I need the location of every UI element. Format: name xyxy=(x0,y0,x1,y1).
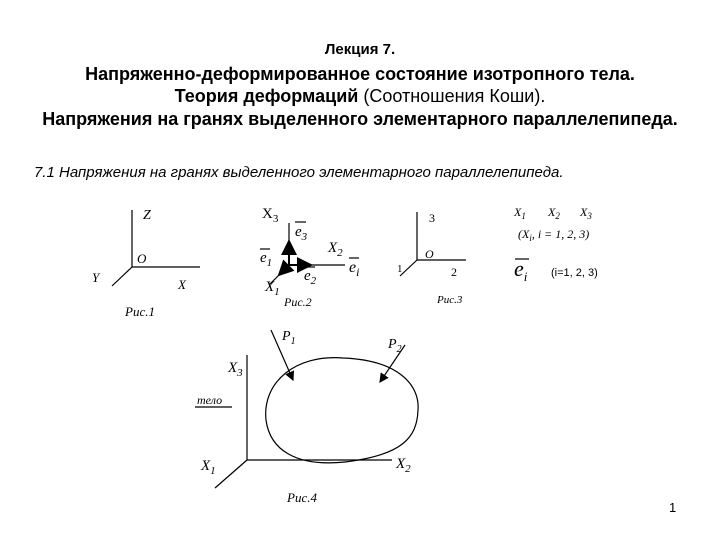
fig2-x1-letter: X xyxy=(265,279,275,295)
notation-xi-sub: i xyxy=(529,233,532,243)
fig1-y-axis xyxy=(112,267,132,286)
fig1-caption: Рис.1 xyxy=(125,304,155,319)
notation-x3 xyxy=(579,205,592,221)
notation-xi-open: (X xyxy=(518,227,530,241)
fig1-x-label: X xyxy=(178,277,186,292)
fig4-body-label: тело xyxy=(197,393,223,407)
fig3-caption: Рис.3 xyxy=(437,294,463,306)
title-line-2-normal: (Соотношения Коши). xyxy=(358,86,546,106)
fig2-e2-label xyxy=(304,268,317,287)
notation-x2 xyxy=(547,205,560,221)
section-title: 7.1 Напряжения на гранях выделенного элементарного параллелепипеда. xyxy=(34,164,564,181)
notation-xi-rest: , i = 1, 2, 3) xyxy=(531,227,590,241)
fig4-p1-sub: 1 xyxy=(290,336,296,347)
body-contour xyxy=(266,358,418,463)
figure-1 xyxy=(112,210,200,286)
fig2-x1-label xyxy=(264,279,280,298)
fig2-e3-letter: e xyxy=(295,224,302,240)
fig2-ei-sub: i xyxy=(356,265,360,279)
fig2-e2-letter: e xyxy=(304,268,311,284)
fig2-ei-label xyxy=(349,259,359,279)
fig1-y-label: Y xyxy=(92,270,100,285)
fig3-o-label: O xyxy=(425,247,434,261)
notation-x2-letter: X xyxy=(548,205,556,219)
fig1-o-label: O xyxy=(137,251,147,266)
fig4-x3-label xyxy=(227,360,243,379)
notation-index-note: (i=1, 2, 3) xyxy=(551,267,598,279)
fig2-e2-sub: 2 xyxy=(310,275,317,287)
fig2-x3-sub: 3 xyxy=(272,213,279,225)
notation-x2-sub: 2 xyxy=(555,211,560,221)
fig4-x1-label xyxy=(200,458,216,477)
fig4-caption: Рис.4 xyxy=(287,490,317,505)
fig3-one-label: 1 xyxy=(397,263,403,275)
notation-ei-sub: i xyxy=(523,269,528,284)
fig2-e3-sub: 3 xyxy=(301,231,308,243)
title-line-3: Напряжения на гранях выделенного элементарного параллелепипеда. xyxy=(42,109,678,129)
figure-4 xyxy=(195,330,418,488)
fig4-x2-label xyxy=(395,456,411,475)
fig2-caption: Рис.2 xyxy=(284,295,312,309)
fig4-p2-sub: 2 xyxy=(396,344,402,355)
fig4-x1-sub: 1 xyxy=(210,465,216,477)
fig2-e1-label xyxy=(260,250,272,269)
fig4-p1-label xyxy=(281,329,296,347)
fig2-x2-label xyxy=(327,240,343,259)
fig4-x2-sub: 2 xyxy=(405,463,411,475)
fig2-ei-letter: e xyxy=(349,259,357,276)
fig1-z-label: Z xyxy=(143,208,151,223)
fig2-x1-sub: 1 xyxy=(274,286,280,298)
fig3-two-label: 2 xyxy=(451,265,457,279)
notation-xi-range xyxy=(518,227,589,243)
notation-x1-letter: X xyxy=(514,205,522,219)
fig2-x3-label xyxy=(262,206,279,225)
fig4-x1-axis xyxy=(215,460,247,488)
fig2-e1-vector xyxy=(279,265,289,275)
notation-x3-sub: 3 xyxy=(587,211,592,221)
fig4-x2-letter: X xyxy=(396,456,406,472)
notation-x1-sub: 1 xyxy=(521,211,526,221)
fig4-x1-letter: X xyxy=(201,458,211,474)
fig2-e3-label xyxy=(295,224,308,243)
fig4-p2-letter: P xyxy=(388,337,397,352)
title-line-1: Напряженно-деформированное состояние изотропного тела. xyxy=(85,64,635,84)
notation-x3-letter: X xyxy=(580,205,588,219)
title-line-2-bold: Теория деформаций xyxy=(174,86,359,106)
fig4-p1-letter: P xyxy=(282,329,291,344)
fig4-x3-letter: X xyxy=(228,360,238,376)
notation-ei xyxy=(514,256,528,284)
page-number: 1 xyxy=(669,500,677,515)
fig2-e1-sub: 1 xyxy=(266,257,273,269)
fig3-three-label: 3 xyxy=(429,211,435,225)
fig4-x3-sub: 3 xyxy=(237,367,243,379)
notation-ei-letter: e xyxy=(514,256,524,281)
notation-x1 xyxy=(513,205,526,221)
fig4-p2-label xyxy=(387,337,402,355)
fig3-axis-1 xyxy=(400,260,417,276)
fig2-e1-letter: e xyxy=(260,250,267,266)
lecture-number: Лекция 7. xyxy=(324,41,396,58)
fig2-x2-sub: 2 xyxy=(337,247,343,259)
fig2-x2-letter: X xyxy=(328,240,338,256)
fig2-x3-letter: X xyxy=(262,206,273,222)
